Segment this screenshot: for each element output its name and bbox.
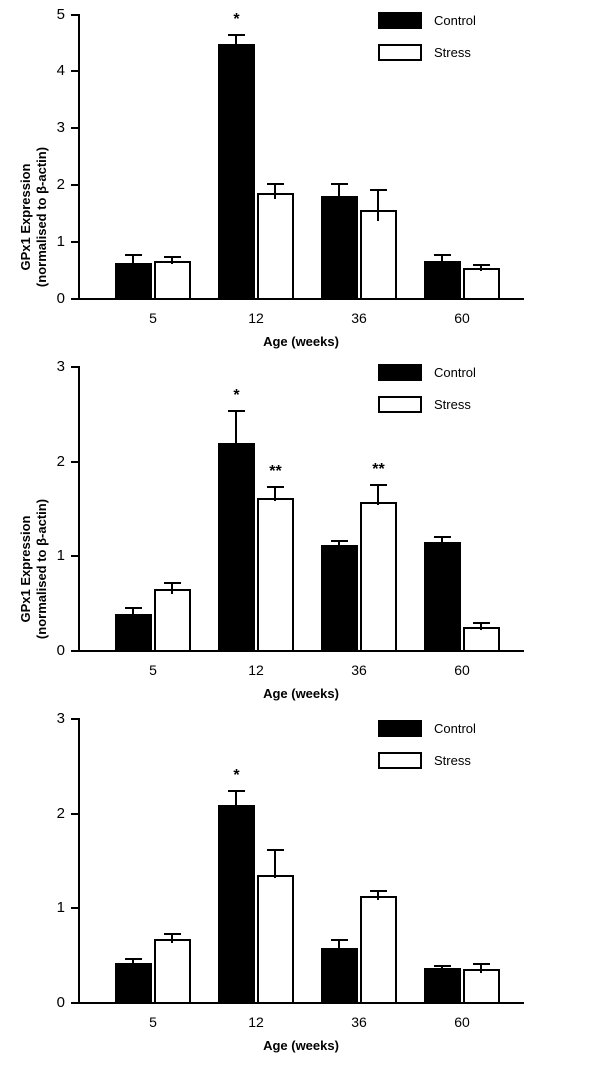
panel-a-ytick-2 bbox=[71, 184, 78, 186]
panel-a-error-cap-stress-5 bbox=[164, 256, 181, 258]
panel-a-error-cap-stress-12 bbox=[267, 183, 284, 185]
legend-label-control: Control bbox=[434, 721, 476, 736]
panel-b-plot bbox=[0, 352, 604, 700]
panel-c-ytick-label-3: 3 bbox=[56, 710, 65, 727]
panel-c-error-stress-12 bbox=[274, 849, 276, 878]
panel-c-y-axis-title bbox=[18, 424, 52, 714]
panel-b-error-control-12 bbox=[235, 410, 237, 446]
panel-a-error-stress-12 bbox=[274, 183, 276, 199]
panel-c-error-cap-stress-60 bbox=[473, 963, 490, 965]
panel-a-bar-stress-60 bbox=[463, 268, 500, 300]
panel-c-ytick-0 bbox=[71, 1002, 78, 1004]
panel-b-bar-stress-60 bbox=[463, 627, 500, 652]
panel-b-x-axis-title: Age (weeks) bbox=[263, 686, 339, 701]
panel-b-y-axis-title-line1: GPx1 Expression bbox=[18, 163, 33, 271]
legend-label-control: Control bbox=[434, 13, 476, 28]
panel-a-legend-row-control bbox=[378, 10, 528, 32]
panel-c-xtick-label-5: 5 bbox=[149, 1014, 157, 1030]
panel-a-xtick-label-36: 36 bbox=[351, 310, 367, 326]
panel-a-error-cap-control-5 bbox=[125, 254, 142, 256]
panel-b-error-cap-control-5 bbox=[125, 607, 142, 609]
panel-c-bar-control-60 bbox=[424, 968, 461, 1004]
panel-c-legend bbox=[378, 718, 528, 782]
panel-c-y-axis-title-line1: GPx1 Expression bbox=[18, 515, 33, 623]
panel-b-ytick-label-2: 2 bbox=[56, 453, 65, 470]
panel-b bbox=[0, 146, 604, 701]
panel-c-xtick-label-36: 36 bbox=[351, 1014, 367, 1030]
panel-a-ytick-label-5: 5 bbox=[56, 6, 65, 23]
panel-b-error-cap-control-36 bbox=[331, 540, 348, 542]
panel-b-ytick-0 bbox=[71, 650, 78, 652]
panel-c-x-axis-title: Age (weeks) bbox=[263, 1038, 339, 1053]
panel-b-xtick-label-60: 60 bbox=[454, 662, 470, 678]
panel-a-error-cap-control-60 bbox=[434, 254, 451, 256]
panel-a-error-cap-control-12 bbox=[228, 34, 245, 36]
legend-label-control: Control bbox=[434, 365, 476, 380]
panel-b-xtick-label-5: 5 bbox=[149, 662, 157, 678]
panel-b-y-axis-title-line2: (normalised to β-actin) bbox=[34, 146, 49, 288]
panel-b-error-cap-stress-36 bbox=[370, 484, 387, 486]
panel-c-bar-stress-12 bbox=[257, 875, 294, 1004]
panel-c-plot bbox=[0, 704, 604, 1064]
panel-c-annotation-star-control-12: * bbox=[233, 767, 240, 784]
panel-a-bar-control-12 bbox=[218, 44, 255, 300]
panel-a-ytick-3 bbox=[71, 127, 78, 129]
panel-a-x-axis-title: Age (weeks) bbox=[263, 334, 339, 349]
panel-b-bar-stress-12 bbox=[257, 498, 294, 652]
panel-a-error-control-5 bbox=[132, 254, 134, 268]
panel-c-y-axis bbox=[78, 718, 80, 1004]
panel-a-bar-stress-5 bbox=[154, 261, 191, 300]
panel-a-error-cap-stress-60 bbox=[473, 264, 490, 266]
panel-a-error-stress-36 bbox=[377, 189, 379, 221]
panel-c-xtick-label-60: 60 bbox=[454, 1014, 470, 1030]
panel-c-error-cap-control-36 bbox=[331, 939, 348, 941]
panel-b-error-cap-stress-12 bbox=[267, 486, 284, 488]
panel-b-bar-stress-5 bbox=[154, 589, 191, 652]
panel-b-error-cap-stress-5 bbox=[164, 582, 181, 584]
panel-a-legend bbox=[378, 10, 528, 74]
panel-c-ytick-1 bbox=[71, 907, 78, 909]
panel-c-legend-row-stress bbox=[378, 750, 528, 772]
panel-c-error-cap-control-12 bbox=[228, 790, 245, 792]
legend-swatch-stress bbox=[378, 44, 422, 61]
panel-a-plot bbox=[0, 0, 604, 348]
legend-label-stress: Stress bbox=[434, 397, 471, 412]
panel-a-legend-row-stress bbox=[378, 42, 528, 64]
panel-a-xtick-label-12: 12 bbox=[248, 310, 264, 326]
panel-c-error-cap-control-5 bbox=[125, 958, 142, 960]
panel-b-ytick-label-3: 3 bbox=[56, 358, 65, 375]
panel-b-y-axis bbox=[78, 366, 80, 652]
panel-b-xtick-label-36: 36 bbox=[351, 662, 367, 678]
panel-c-ytick-label-2: 2 bbox=[56, 805, 65, 822]
panel-a-bar-control-36 bbox=[321, 196, 358, 300]
panel-b-legend-row-control bbox=[378, 362, 528, 384]
legend-label-stress: Stress bbox=[434, 753, 471, 768]
panel-c-bar-stress-60 bbox=[463, 969, 500, 1004]
panel-a-annotation-star-control-12: * bbox=[233, 11, 240, 28]
panel-a-bar-stress-36 bbox=[360, 210, 397, 300]
panel-a-error-control-12 bbox=[235, 34, 237, 50]
panel-b-y-axis-title bbox=[18, 72, 52, 362]
panel-c-ytick-label-1: 1 bbox=[56, 899, 65, 916]
panel-b-annotation-star-stress-36: ** bbox=[372, 461, 385, 478]
panel-c-bar-stress-36 bbox=[360, 896, 397, 1004]
panel-b-ytick-2 bbox=[71, 461, 78, 463]
panel-a-ytick-label-0: 0 bbox=[56, 290, 65, 307]
panel-b-annotation-star-stress-12: ** bbox=[269, 463, 282, 480]
panel-a-ytick-label-3: 3 bbox=[56, 119, 65, 136]
panel-a-bar-control-60 bbox=[424, 261, 461, 300]
panel-b-ytick-label-1: 1 bbox=[56, 547, 65, 564]
panel-a-ytick-4 bbox=[71, 70, 78, 72]
panel-a-ytick-0 bbox=[71, 298, 78, 300]
panel-b-error-cap-control-12 bbox=[228, 410, 245, 412]
panel-a-error-cap-control-36 bbox=[331, 183, 348, 185]
panel-b-ytick-3 bbox=[71, 366, 78, 368]
panel-a-ytick-label-4: 4 bbox=[56, 62, 65, 79]
panel-a-xtick-label-60: 60 bbox=[454, 310, 470, 326]
panel-a-ytick-5 bbox=[71, 14, 78, 16]
legend-swatch-stress bbox=[378, 752, 422, 769]
panel-a-ytick-1 bbox=[71, 241, 78, 243]
panel-b-annotation-star-control-12: * bbox=[233, 387, 240, 404]
panel-c-error-cap-control-60 bbox=[434, 965, 451, 967]
panel-c-error-control-12 bbox=[235, 790, 237, 808]
panel-c-error-cap-stress-5 bbox=[164, 933, 181, 935]
panel-b-ytick-label-0: 0 bbox=[56, 642, 65, 659]
panel-b-bar-control-36 bbox=[321, 545, 358, 652]
panel-b-xtick-label-12: 12 bbox=[248, 662, 264, 678]
panel-a-y-axis bbox=[78, 14, 80, 300]
panel-b-error-stress-36 bbox=[377, 484, 379, 505]
panel-b-bar-control-12 bbox=[218, 443, 255, 652]
panel-c bbox=[0, 498, 604, 1064]
panel-b-bar-control-60 bbox=[424, 542, 461, 652]
panel-a-xtick-label-5: 5 bbox=[149, 310, 157, 326]
legend-label-stress: Stress bbox=[434, 45, 471, 60]
panel-c-xtick-label-12: 12 bbox=[248, 1014, 264, 1030]
panel-a-error-cap-stress-36 bbox=[370, 189, 387, 191]
panel-b-bar-control-5 bbox=[115, 614, 152, 652]
panel-c-error-cap-stress-36 bbox=[370, 890, 387, 892]
panel-c-error-cap-stress-12 bbox=[267, 849, 284, 851]
panel-b-legend-row-stress bbox=[378, 394, 528, 416]
panel-a-bar-stress-12 bbox=[257, 193, 294, 300]
legend-swatch-control bbox=[378, 720, 422, 737]
legend-swatch-control bbox=[378, 12, 422, 29]
panel-c-bar-stress-5 bbox=[154, 939, 191, 1004]
panel-b-legend bbox=[378, 362, 528, 426]
legend-swatch-control bbox=[378, 364, 422, 381]
panel-b-ytick-1 bbox=[71, 555, 78, 557]
panel-b-error-cap-stress-60 bbox=[473, 622, 490, 624]
panel-c-ytick-2 bbox=[71, 813, 78, 815]
panel-c-ytick-3 bbox=[71, 718, 78, 720]
panel-b-error-stress-12 bbox=[274, 486, 276, 501]
panel-a-error-control-36 bbox=[338, 183, 340, 203]
panel-a-ytick-label-1: 1 bbox=[56, 233, 65, 250]
panel-a bbox=[0, 0, 604, 348]
panel-a-ytick-label-2: 2 bbox=[56, 176, 65, 193]
panel-b-error-cap-control-60 bbox=[434, 536, 451, 538]
panel-c-ytick-label-0: 0 bbox=[56, 994, 65, 1011]
panel-c-y-axis-title-line2: (normalised to β-actin) bbox=[34, 498, 49, 640]
legend-swatch-stress bbox=[378, 396, 422, 413]
panel-b-bar-stress-36 bbox=[360, 502, 397, 652]
panel-c-bar-control-12 bbox=[218, 805, 255, 1004]
panel-c-legend-row-control bbox=[378, 718, 528, 740]
panel-c-bar-control-36 bbox=[321, 948, 358, 1004]
panel-c-bar-control-5 bbox=[115, 963, 152, 1004]
panel-a-bar-control-5 bbox=[115, 263, 152, 300]
